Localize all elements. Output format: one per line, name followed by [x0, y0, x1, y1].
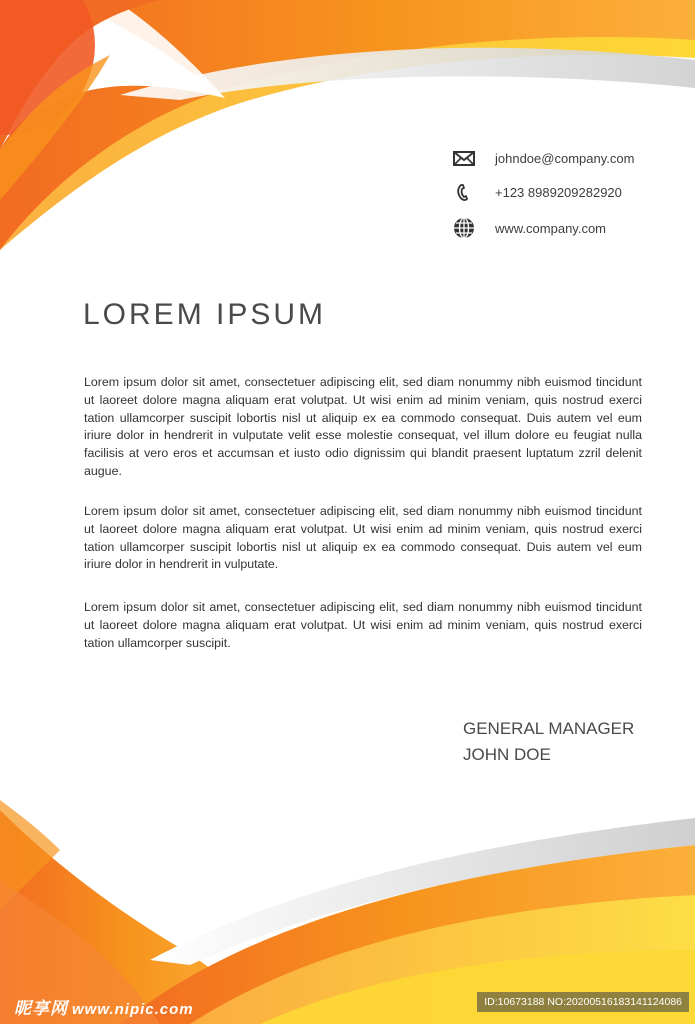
- signature-name: JOHN DOE: [463, 745, 551, 764]
- envelope-icon: [452, 146, 476, 170]
- contact-phone-row: [452, 180, 682, 204]
- phone-icon: [452, 180, 476, 204]
- signature-position: GENERAL MANAGER: [463, 719, 635, 738]
- contact-email-row: [452, 146, 682, 170]
- contact-website[interactable]: www.company.com: [495, 220, 607, 236]
- watermark-id: ID:10673188 NO:20200516183141124086: [477, 992, 689, 1012]
- signature-block: [463, 716, 634, 768]
- watermark-brand: [14, 994, 194, 1019]
- watermark-brand-name: 昵享网: [14, 999, 68, 1018]
- body-paragraph-2: Lorem ipsum dolor sit amet, consectetuer adipiscing elit, sed diam nonummy nibh euismod tincidunt ut laoreet dolore magna aliquam erat volutpat. Ut wisi enim ad minim veniam, quis nostrud exerci tation ullamcorper suscipit lobortis nisl ut aliquip ex ea commodo consequat. Duis autem vel eum iriure dolor in hendrerit in vulputate.: [84, 504, 642, 572]
- contact-website-row: [452, 216, 682, 240]
- watermark-site: www.nipic.com: [72, 1001, 194, 1018]
- contact-phone[interactable]: +123 8989209282920: [495, 184, 622, 200]
- body-paragraph-1: Lorem ipsum dolor sit amet, consectetuer adipiscing elit, sed diam nonummy nibh euismod tincidunt ut laoreet dolore magna aliquam erat volutpat. Ut wisi enim ad minim veniam, quis nostrud exerci tation ullamcorper suscipit lobortis nisl ut aliquip ex ea commodo consequat. Duis autem vel eum iriure dolor in hendrerit in vulputate velit esse molestie consequat, vel illum dolore eu feugiat nulla facilisis at vero eros et accumsan et iusto odio dignissim qui blandit praesent luptatum zzril delenit augue.: [84, 375, 642, 478]
- contact-email[interactable]: johndoe@company.com: [495, 150, 635, 166]
- globe-icon: [452, 216, 476, 240]
- body-paragraph-3: Lorem ipsum dolor sit amet, consectetuer adipiscing elit, sed diam nonummy nibh euismod tincidunt ut laoreet dolore magna aliquam erat volutpat. Ut wisi enim ad minim veniam, quis nostrud exerci tation ullamcorper suscipit.: [84, 600, 642, 650]
- letter-title: LOREM IPSUM: [83, 298, 327, 331]
